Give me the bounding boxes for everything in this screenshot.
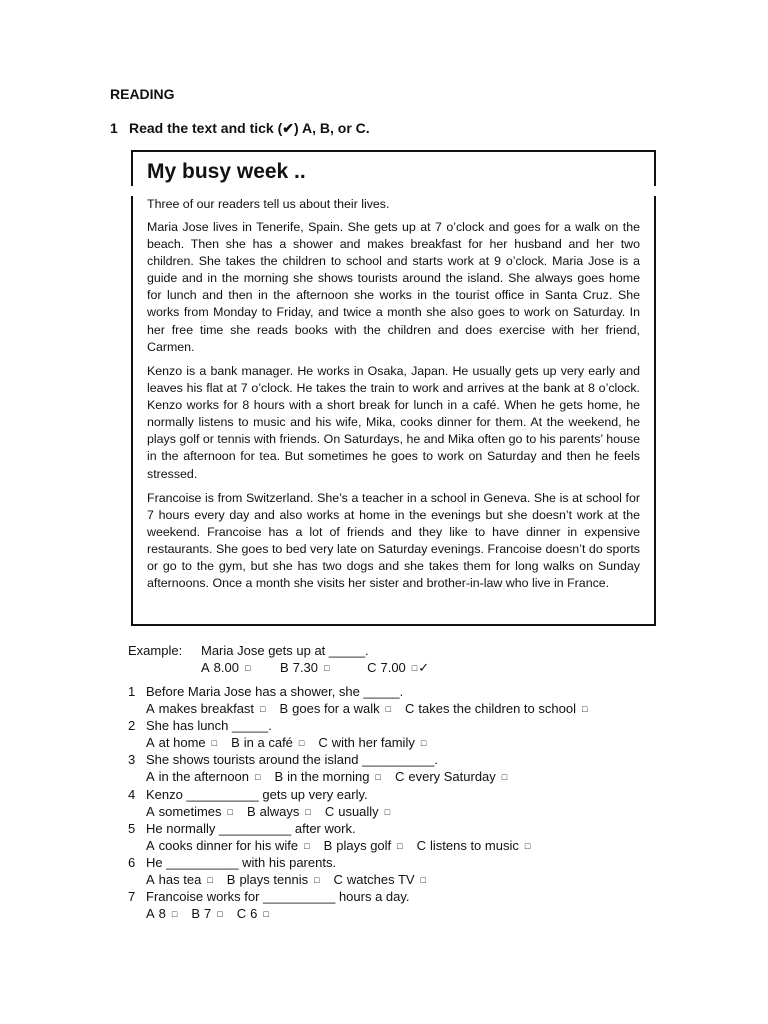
task-instruction <box>110 120 370 137</box>
reading-text-box <box>131 150 654 625</box>
question-number: 5 <box>128 820 136 836</box>
option-c <box>334 872 427 887</box>
question-text: Francoise works for __________ hours a day. <box>146 889 410 905</box>
box-border-right-lower <box>654 196 656 626</box>
question-text: He normally __________ after work. <box>146 820 356 836</box>
option-text: watches TV <box>346 872 415 887</box>
option-text: every Saturday <box>408 769 496 785</box>
checkbox-icon[interactable]: □ <box>411 663 418 673</box>
option-text: in the morning <box>287 769 370 785</box>
option-letter: A <box>146 701 155 716</box>
question-number: 1 <box>128 684 136 699</box>
option-text: in the afternoon <box>158 769 250 785</box>
box-border-right-upper <box>654 150 656 186</box>
option-c <box>237 906 269 921</box>
option-text: sometimes <box>158 803 222 819</box>
question-number: 4 <box>128 786 136 802</box>
box-border-left-upper <box>131 150 133 186</box>
checkbox-icon[interactable]: □ <box>298 738 305 749</box>
checkbox-icon[interactable]: □ <box>304 840 310 851</box>
checkbox-icon[interactable]: □ <box>501 772 508 783</box>
question-number: 3 <box>128 752 136 768</box>
question-text: Before Maria Jose has a shower, she _____. <box>146 684 404 699</box>
checkbox-icon[interactable]: □ <box>260 704 266 714</box>
option-c <box>325 804 390 819</box>
option-text: with her family <box>331 735 415 751</box>
checkbox-icon[interactable]: □ <box>244 663 251 673</box>
checkbox-icon[interactable]: □ <box>324 663 330 673</box>
text-intro: Three of our readers tell us about their lives. <box>147 197 390 211</box>
option-a <box>146 906 177 921</box>
checkbox-icon[interactable]: □ <box>207 875 213 885</box>
checkbox-icon[interactable]: □ <box>171 909 178 920</box>
option-letter: C <box>405 701 415 716</box>
checkbox-icon[interactable]: □ <box>420 875 427 885</box>
option-letter: B <box>191 906 201 922</box>
paragraph-kenzo: Kenzo is a bank manager. He works in Osaka, Japan. He usually gets up very early and leaves his flat at 7 o’clock. He takes the train to work and arrives at the bank at 8 o’clock. Kenzo works for 8 hours with a short break for lunch in a café. When he gets home, he normally listens to music and his wife, Mika, cooks dinner for them. At the weekend, he plays golf or tennis with friends. On Saturdays, he and Mika often go to his parents’ house in the afternoon for tea. But sometimes he goes to work on Saturday and then he feels stressed. <box>147 364 640 481</box>
option-text: plays tennis <box>239 872 309 887</box>
text-title: My busy week .. <box>147 160 306 183</box>
option-c <box>395 769 507 784</box>
option-text: makes breakfast <box>158 701 255 716</box>
checkbox-icon[interactable]: □ <box>420 738 427 749</box>
option-a <box>146 872 213 887</box>
checkbox-icon[interactable]: □ <box>211 738 218 749</box>
option-text: 6 <box>250 906 258 922</box>
checkbox-icon[interactable]: □ <box>263 909 269 920</box>
option-c <box>405 701 587 716</box>
option-letter: A <box>146 803 155 819</box>
checkbox-icon[interactable]: □ <box>524 840 531 851</box>
option-a <box>146 735 217 750</box>
question-text: She shows tourists around the island __________. <box>146 752 438 768</box>
question-options <box>146 906 283 921</box>
option-letter: A <box>146 735 155 751</box>
option-letter: A <box>146 872 155 887</box>
option-letter: C <box>236 906 247 922</box>
question-number: 2 <box>128 718 136 734</box>
option-b <box>279 701 391 716</box>
question-options <box>146 872 440 887</box>
option-letter: B <box>323 837 333 853</box>
section-heading: READING <box>110 86 175 102</box>
example-options <box>201 660 451 676</box>
option-letter: C <box>318 735 328 751</box>
question-options <box>146 769 521 784</box>
example-option-a: A 8.00 □ <box>201 660 251 675</box>
option-a <box>146 804 233 819</box>
option-letter: B <box>274 769 284 785</box>
question-options <box>146 735 440 750</box>
task-number: 1 <box>110 120 118 136</box>
option-b <box>274 769 381 784</box>
example-option-b: B 7.30 □ <box>280 660 330 675</box>
option-letter: B <box>279 701 289 716</box>
box-border-top <box>131 150 656 152</box>
option-text: has tea <box>158 872 202 887</box>
example-option-c: C 7.00 □✓ <box>367 660 430 675</box>
option-letter: C <box>333 872 343 887</box>
question-number: 7 <box>128 889 136 905</box>
option-c <box>417 838 531 853</box>
option-text: cooks dinner for his wife <box>158 837 299 853</box>
option-b <box>247 804 311 819</box>
option-letter: B <box>246 803 256 819</box>
option-b <box>191 906 222 921</box>
option-b <box>324 838 403 853</box>
option-letter: B <box>231 735 240 751</box>
tick-mark-icon: ✓ <box>418 660 430 675</box>
option-b <box>227 872 320 887</box>
question-options <box>146 804 404 819</box>
checkbox-icon[interactable]: □ <box>375 772 381 783</box>
checkbox-icon[interactable]: □ <box>384 806 391 817</box>
option-text: always <box>259 803 300 819</box>
option-letter: C <box>394 769 405 785</box>
question-text: Kenzo __________ gets up very early. <box>146 786 368 802</box>
option-letter: A <box>146 906 155 922</box>
option-text: goes for a walk <box>292 701 380 716</box>
question-options <box>146 838 544 853</box>
option-a <box>146 769 260 784</box>
checkbox-icon[interactable]: □ <box>217 909 223 920</box>
example-label: Example: <box>128 643 183 658</box>
checkbox-icon[interactable]: □ <box>227 806 233 817</box>
checkbox-icon[interactable]: □ <box>255 772 261 783</box>
option-text: at home <box>158 735 206 751</box>
paragraph-francoise: Francoise is from Switzerland. She’s a teacher in a school in Geneva. She is at school for 7 hours every day and also works at home in the evenings but she doesn’t work at the weekend. Francoise has a lot of friends and they like to have dinner in expensive restaurants. She goes to bed very late on Saturday evenings. Francoise doesn’t do sports or go to the gym, but she has two dogs and she takes them for long walks on Sunday afternoons. Once a month she visits her sister and brother-in-law who live in France. <box>147 491 640 591</box>
option-a <box>146 701 265 716</box>
checkbox-icon[interactable]: □ <box>581 704 588 714</box>
option-text: plays golf <box>336 837 392 853</box>
paragraph-maria-jose: Maria Jose lives in Tenerife, Spain. She gets up at 7 o’clock and goes for a walk on the beach. Then she has a shower and makes breakfast for her husband and her two children. She takes the children to school and starts work at 9 o’clock. Maria Jose is a guide and in the morning she shows tourists around the island. She always goes home for lunch and then in the afternoon she works in the tourist office in Santa Cruz. She works from Monday to Friday, and twice a month she also goes to work on Saturday. In her free time she reads books with the children and does exercise with her friend, Carmen. <box>147 220 640 354</box>
checkbox-icon[interactable]: □ <box>385 704 392 714</box>
task-text: Read the text and tick (✔) A, B, or C. <box>129 120 370 136</box>
question-text: She has lunch _____. <box>146 718 272 734</box>
option-text: in a café <box>243 735 293 751</box>
option-letter: B <box>226 872 236 887</box>
option-text: 8 <box>158 906 166 922</box>
option-text: listens to music <box>429 837 519 853</box>
option-b <box>231 735 304 750</box>
question-number: 6 <box>128 855 136 870</box>
checkbox-icon[interactable]: □ <box>314 875 320 885</box>
checkbox-icon[interactable]: □ <box>305 806 311 817</box>
checkbox-icon[interactable]: □ <box>397 840 403 851</box>
option-text: usually <box>338 803 379 819</box>
option-c <box>318 735 426 750</box>
question-text: He __________ with his parents. <box>146 855 337 870</box>
option-text: 7 <box>204 906 212 922</box>
option-letter: C <box>324 803 335 819</box>
box-border-bottom <box>131 624 656 626</box>
option-letter: A <box>146 837 155 853</box>
option-letter: C <box>416 837 426 853</box>
option-text: takes the children to school <box>418 701 576 716</box>
option-a <box>146 838 310 853</box>
box-border-left-lower <box>131 196 133 626</box>
question-options <box>146 701 601 716</box>
option-letter: A <box>146 769 155 785</box>
example-question: Maria Jose gets up at _____. <box>201 643 369 658</box>
